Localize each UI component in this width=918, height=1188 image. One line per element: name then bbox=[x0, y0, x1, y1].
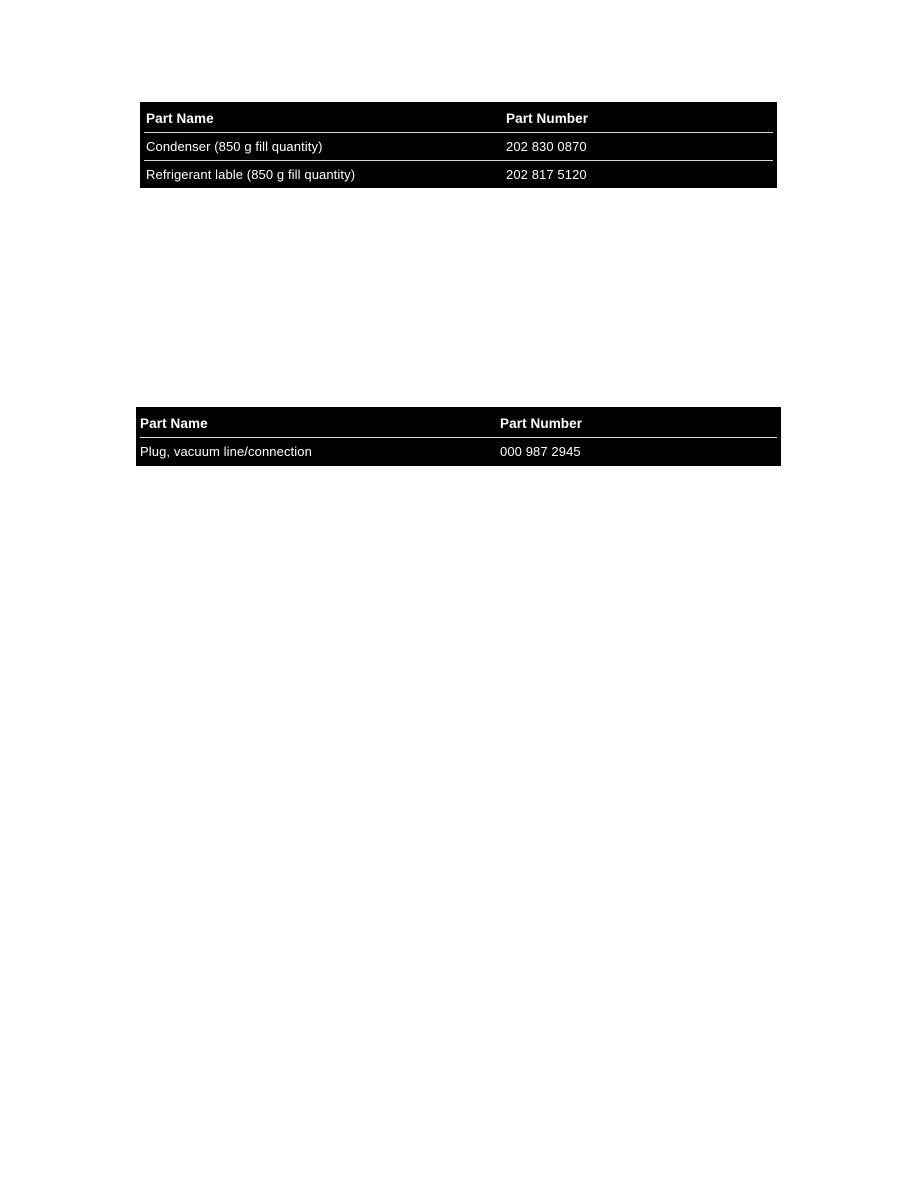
parts-table-2 bbox=[136, 407, 781, 466]
table-row bbox=[140, 161, 777, 188]
header-part-name: Part Name bbox=[146, 111, 214, 126]
part-number-cell: 202 817 5120 bbox=[506, 167, 587, 182]
table-header-row bbox=[140, 105, 777, 132]
parts-table-1 bbox=[140, 102, 777, 188]
part-number-cell: 000 987 2945 bbox=[500, 444, 581, 459]
table-row bbox=[136, 438, 781, 465]
part-name-cell: Plug, vacuum line/connection bbox=[140, 444, 312, 459]
table-row bbox=[140, 133, 777, 160]
header-part-number: Part Number bbox=[506, 111, 589, 126]
part-name-cell: Refrigerant lable (850 g fill quantity) bbox=[146, 167, 356, 182]
part-name-cell: Condenser (850 g fill quantity) bbox=[146, 139, 323, 154]
header-part-number: Part Number bbox=[500, 416, 583, 431]
header-part-name: Part Name bbox=[140, 416, 208, 431]
part-number-cell: 202 830 0870 bbox=[506, 139, 587, 154]
table-header-row bbox=[136, 410, 781, 437]
